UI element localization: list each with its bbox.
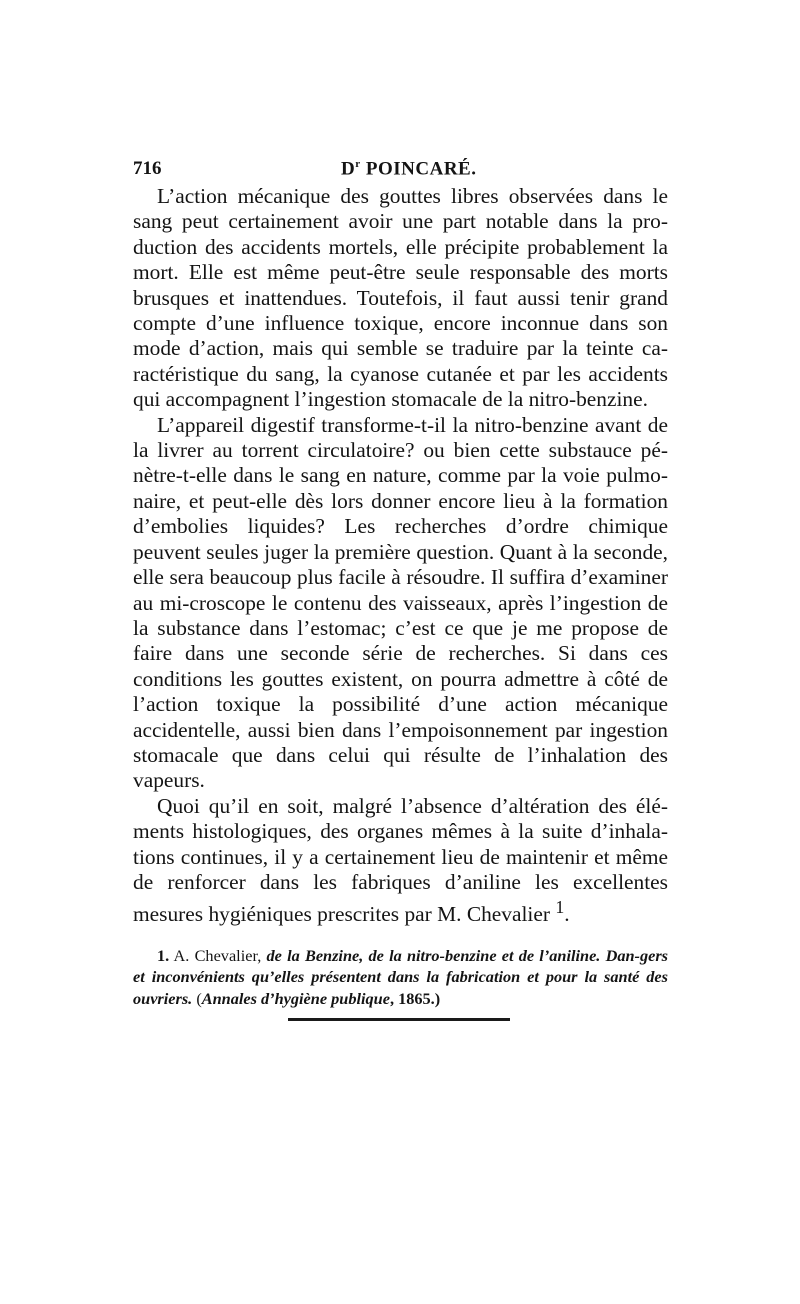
title-superscript: r [355, 158, 361, 170]
footnote-title: de la Benzine, de la nitro-benzine et de l’aniline. Dan-gers et inconvénients qu’elles présentent dans la fabrication et pour la santé des ouvriers. [133, 945, 668, 1008]
footnote-source-close: , 1865.) [389, 988, 441, 1008]
running-title [341, 158, 476, 180]
paragraph-3 [133, 794, 668, 928]
paragraph-3-end: . [564, 902, 570, 927]
footnote-reference: 1 [555, 897, 565, 918]
footnote-number: 1. [157, 945, 170, 965]
title-name: POINCARÉ. [360, 158, 477, 180]
footnote-source-title: Annales d’hygiène publique [201, 988, 390, 1008]
body-text [133, 184, 668, 928]
title-prefix: D [341, 158, 356, 180]
paragraph-3-text: Quoi qu’il en soit, malgré l’absence d’altération des élé-ments histologiques, des organes mêmes à la suite d’inhala-tions continues, il y a certainement lieu de maintenir et même de renforcer dans les fabriques d’aniline les excellentes mesures hygiéniques prescrites par M. Chevalier [133, 793, 668, 927]
footnote [133, 945, 668, 1010]
running-head [133, 154, 668, 184]
footnote-author: A. Chevalier, [169, 945, 267, 965]
book-page [133, 154, 668, 1009]
page-number: 716 [133, 158, 162, 179]
closing-rule [288, 1018, 510, 1021]
paragraph: L’action mécanique des gouttes libres observées dans le sang peut certainement avoir une part notable dans la pro-duction des accidents mortels, elle précipite probablement la mort. Elle est même peut-être seule responsable des morts brusques et inattendues. Toutefois, il faut aussi tenir grand compte d’une influence toxique, encore inconnue dans son mode d’action, mais qui semble se traduire par la teinte ca-ractéristique du sang, la cyanose cutanée et par les accidents qui accompagnent l’ingestion stomacale de la nitro-benzine. [133, 184, 668, 412]
paragraph: L’appareil digestif transforme-t-il la nitro-benzine avant de la livrer au torrent circulatoire? ou bien cette substauce pé-nètre-t-elle dans le sang en nature, comme par la voie pulmo-naire, et peut-elle dès lors donner encore lieu à la formation d’embolies liquides? Les recherches d’ordre chimique peuvent seules juger la première question. Quant à la seconde, elle sera beaucoup plus facile à résoudre. Il suffira d’examiner au mi-croscope le contenu des vaisseaux, après l’ingestion de la substance dans l’estomac; c’est ce que je me propose de faire dans une seconde série de recherches. Si dans ces conditions les gouttes existent, on pourra admettre à côté de l’action toxique la possibilité d’une action mécanique accidentelle, aussi bien dans l’empoisonnement par ingestion stomacale que dans celui qui résulte de l’inhalation des vapeurs. [133, 412, 668, 793]
footnote-source-open: ( [192, 988, 202, 1008]
